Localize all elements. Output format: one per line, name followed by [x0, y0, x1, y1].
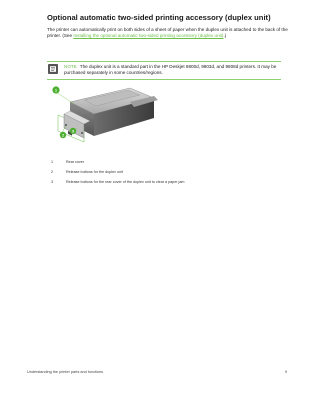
note-body: The duplex unit is a standard part in the HP Deskjet 9800d, 9803d, and 9808d printers. It may be purchased separately in some countries/regions.	[64, 64, 277, 76]
legend-number: 1	[51, 160, 54, 164]
callout-1	[52, 86, 59, 93]
section-title: Optional automatic two-sided printing accessory (duplex unit)	[47, 13, 271, 22]
callout-2-label: 2	[61, 133, 65, 138]
callout-legend	[51, 160, 291, 190]
legend-text: Rear cover	[66, 160, 85, 164]
note-bottom-divider	[47, 79, 281, 80]
note-text	[64, 64, 284, 76]
callout-1-label: 1	[54, 87, 58, 93]
legend-text: Release buttons for the duplex unit	[66, 170, 123, 174]
legend-number: 2	[51, 170, 54, 174]
callout-3	[70, 128, 76, 134]
install-duplex-link[interactable]: Installing the optional automatic two-sided printing accessory (duplex unit)	[73, 33, 224, 39]
legend-row-2	[51, 170, 291, 180]
legend-text: Release buttons for the rear cover of the duplex unit to clear a paper jam	[66, 180, 185, 184]
note-label: NOTE	[64, 64, 77, 69]
intro-text: The printer can automatically print on both sides of a sheet of paper when the duplex unit is attached to the back of the printer. (See	[47, 27, 288, 39]
callout-2	[60, 132, 66, 138]
legend-row-1	[51, 160, 291, 170]
callout-3-label: 3	[71, 129, 75, 134]
intro-end: .)	[223, 33, 227, 39]
note-icon	[48, 64, 58, 74]
note-top-divider	[47, 61, 281, 62]
footer-title: Understanding the printer parts and functions	[27, 370, 103, 374]
printer-rear-illustration	[50, 84, 160, 150]
legend-number: 3	[51, 180, 54, 184]
intro-paragraph	[47, 27, 293, 40]
page-number: 9	[284, 370, 287, 374]
legend-row-3	[51, 180, 291, 190]
